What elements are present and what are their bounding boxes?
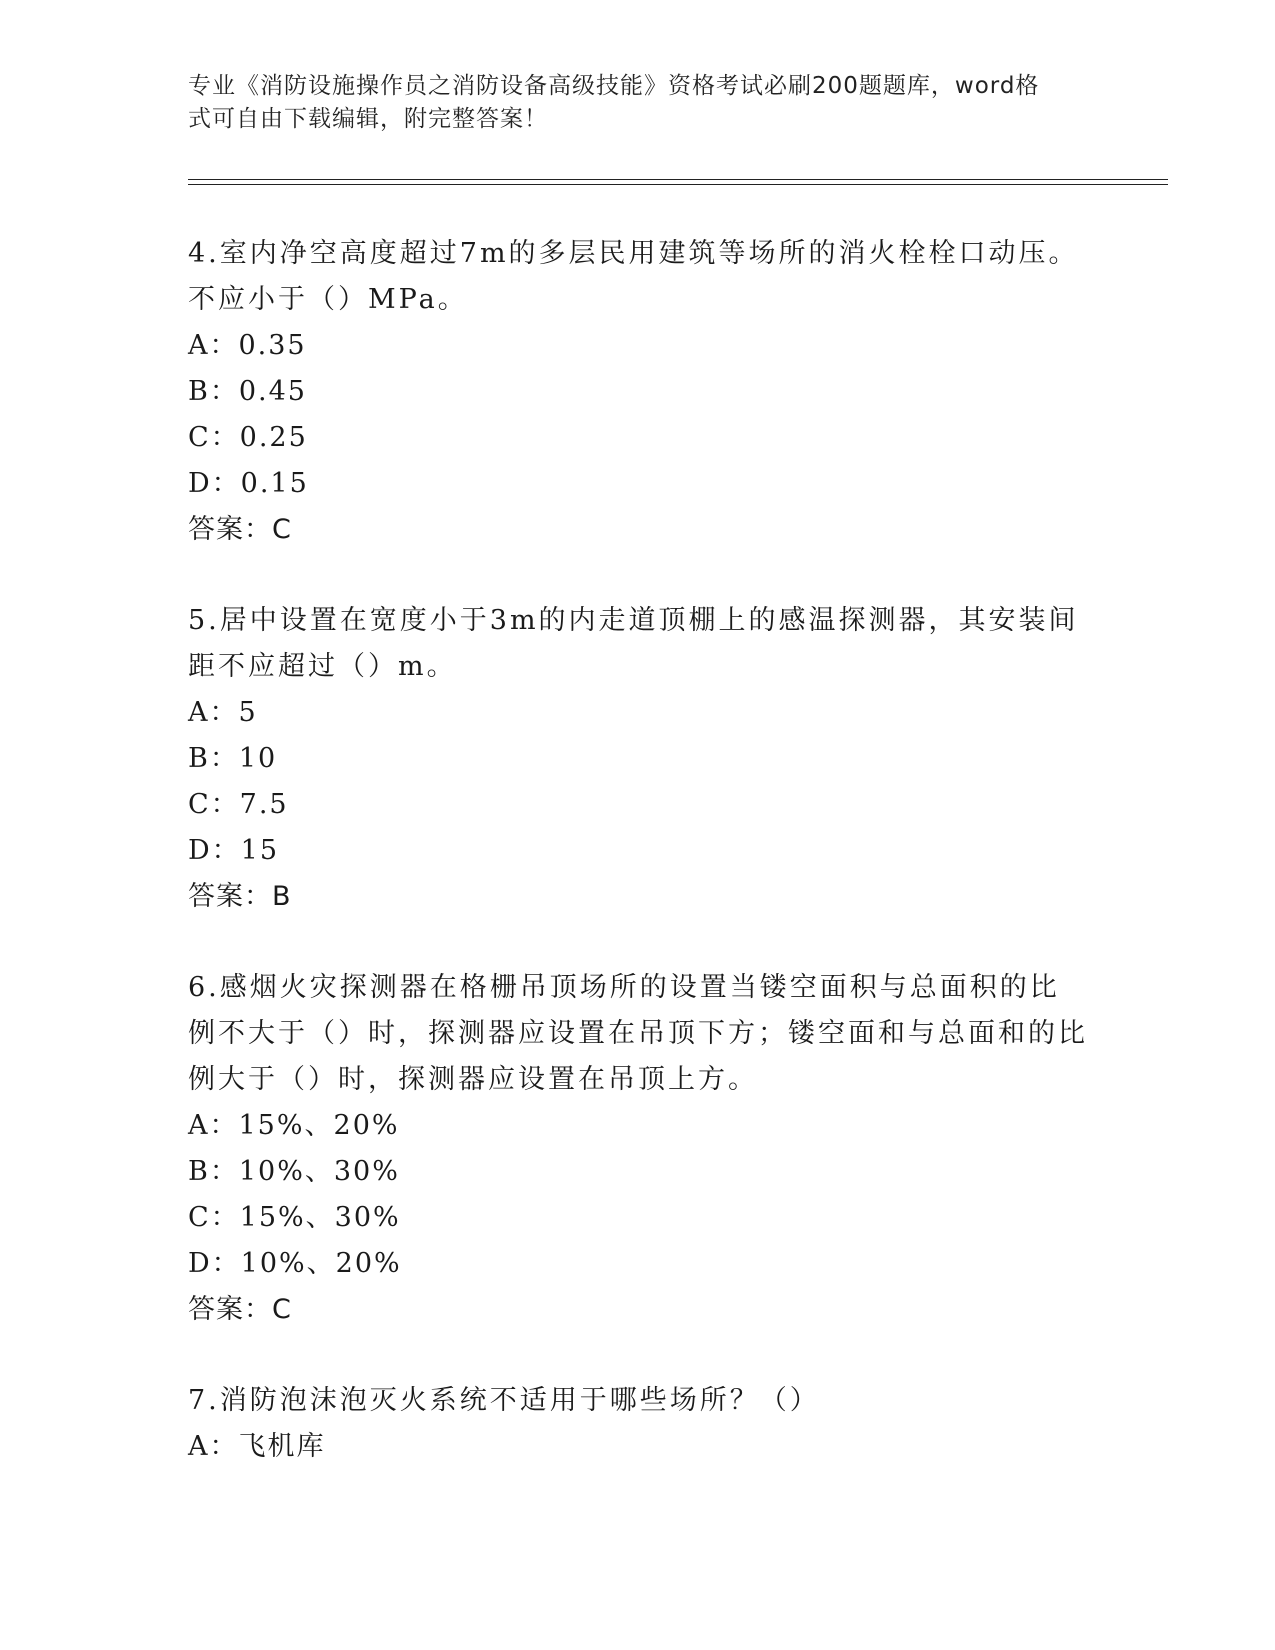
header-line-1: 专业《消防设施操作员之消防设备高级技能》资格考试必刷200题题库，word格	[188, 73, 1040, 99]
question-text: 7.消防泡沫泡灭火系统不适用于哪些场所？（）	[188, 1385, 820, 1416]
question-list	[188, 231, 1088, 1515]
option-a: A：0.35	[188, 330, 307, 361]
answer-label: 答案：C	[188, 514, 292, 545]
header-divider-top	[188, 179, 1168, 180]
question-text: 6.感烟火灾探测器在格栅吊顶场所的设置当镂空面积与总面积的比例不大于（）时，探测器应设置在吊顶下方；镂空面和与总面和的比例大于（）时，探测器应设置在吊顶上方。	[188, 972, 1088, 1095]
question-5	[188, 598, 1088, 920]
header-divider-bottom	[188, 184, 1168, 185]
question-7	[188, 1378, 1088, 1470]
option-b: B：0.45	[188, 376, 307, 407]
answer-label: 答案：C	[188, 1294, 292, 1325]
option-d: D：0.15	[188, 468, 309, 499]
document-header	[188, 70, 1068, 136]
option-d: D：15	[188, 835, 280, 866]
option-c: C：15%、30%	[188, 1202, 401, 1233]
option-a: A：15%、20%	[188, 1110, 400, 1141]
option-c: C：7.5	[188, 789, 289, 820]
answer-label: 答案：B	[188, 881, 292, 912]
header-line-2: 式可自由下载编辑，附完整答案！	[188, 106, 548, 132]
option-a: A：飞机库	[188, 1431, 326, 1462]
option-b: B：10	[188, 743, 278, 774]
option-c: C：0.25	[188, 422, 308, 453]
option-d: D：10%、20%	[188, 1248, 402, 1279]
option-b: B：10%、30%	[188, 1156, 400, 1187]
question-text: 4.室内净空高度超过7m的多层民用建筑等场所的消火栓栓口动压。不应小于（）MPa。	[188, 238, 1079, 315]
question-6	[188, 965, 1088, 1333]
question-4	[188, 231, 1088, 553]
question-text: 5.居中设置在宽度小于3m的内走道顶棚上的感温探测器，其安装间距不应超过（）m。	[188, 605, 1079, 682]
option-a: A：5	[188, 697, 258, 728]
